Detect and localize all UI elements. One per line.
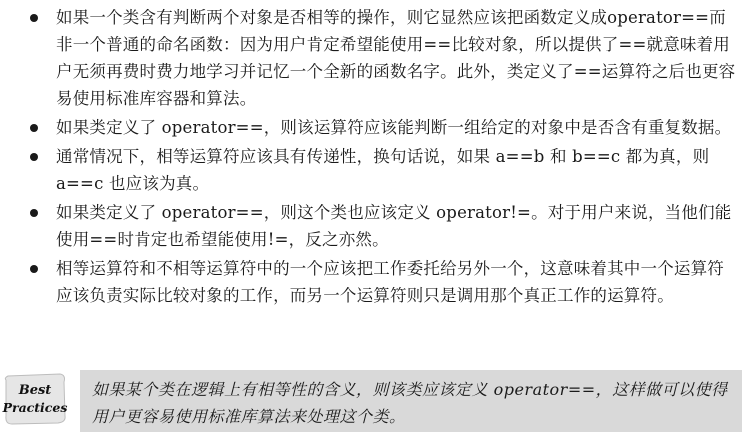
- best-practices-box: [80, 370, 742, 432]
- bullet-list: [28, 4, 738, 311]
- list-item: [28, 255, 738, 309]
- bullet-icon: [30, 209, 38, 217]
- bullet-text: 如果一个类含有判断两个对象是否相等的操作，则它显然应该把函数定义成operator==而非一个普通的命名函数：因为用户肯定希望能使用==比较对象，所以提供了==就意味着用户无须再费时费力地学习并记忆一个全新的函数名字。此外，类定义了==运算符之后也更容易使用标准库容器和算法。: [56, 8, 736, 108]
- list-item: [28, 199, 738, 253]
- list-item: [28, 143, 738, 197]
- bullet-text: 如果类定义了 operator==，则这个类也应该定义 operator!=。对于用户来说，当他们能使用==时肯定也希望能使用!=，反之亦然。: [56, 203, 732, 249]
- badge-line2: Practices: [2, 400, 68, 415]
- best-practices-text: 如果某个类在逻辑上有相等性的含义，则该类应该定义 operator==，这样做可以使得用户更容易使用标准库算法来处理这个类。: [92, 380, 728, 426]
- bullet-icon: [30, 153, 38, 161]
- bullet-text: 如果类定义了 operator==，则该运算符应该能判断一组给定的对象中是否含有重复数据。: [56, 118, 732, 137]
- bullet-icon: [30, 265, 38, 273]
- bullet-icon: [30, 14, 38, 22]
- bullet-icon: [30, 124, 38, 132]
- bullet-text: 通常情况下，相等运算符应该具有传递性，换句话说，如果 a==b 和 b==c 都为真，则 a==c 也应该为真。: [56, 147, 710, 193]
- badge-line1: Best: [18, 383, 52, 398]
- list-item: [28, 4, 738, 112]
- best-practices-badge-icon: [2, 372, 68, 426]
- list-item: [28, 114, 738, 141]
- bullet-text: 相等运算符和不相等运算符中的一个应该把工作委托给另外一个，这意味着其中一个运算符应该负责实际比较对象的工作，而另一个运算符则只是调用那个真正工作的运算符。: [56, 259, 724, 305]
